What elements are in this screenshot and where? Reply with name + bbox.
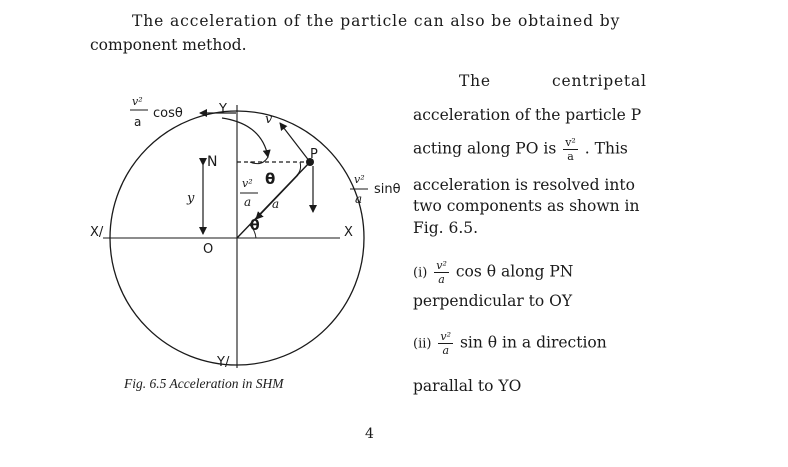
label-y: Y	[219, 102, 227, 117]
figure-caption: Fig. 6.5 Acceleration in SHM	[124, 376, 284, 391]
velocity-arrow	[280, 123, 310, 162]
right-line-3-den: a	[567, 150, 574, 163]
label-n: N	[207, 154, 218, 170]
label-y-prime: Y/	[217, 355, 230, 370]
label-o: O	[203, 242, 214, 257]
right-line-2: acceleration of the particle P	[413, 106, 642, 124]
item-1-prefix: (i)	[413, 265, 428, 281]
item-2	[413, 331, 607, 356]
cos-theta-label: cosθ	[153, 106, 183, 121]
right-line-3b: . This	[584, 139, 628, 158]
right-line-6: Fig. 6.5.	[413, 219, 479, 237]
theta-low-label: θ	[250, 218, 260, 234]
item-1-fraction	[434, 260, 449, 285]
item-2-num: v²	[440, 330, 452, 343]
sin-fraction-numerator: v²	[354, 173, 365, 186]
item-1-num: v²	[436, 259, 447, 272]
item-2-text: sin θ in a direction	[459, 333, 607, 352]
label-y-displacement: y	[187, 191, 195, 206]
right-line-1b: centripetal	[552, 72, 647, 90]
page-number: 4	[365, 426, 374, 442]
item-1-text: cos θ along PN	[455, 262, 574, 281]
item-1-continuation: perpendicular to OY	[413, 292, 573, 310]
label-v: v	[265, 112, 273, 127]
label-p: P	[310, 147, 318, 162]
item-2-prefix: (ii)	[413, 336, 432, 352]
arc-to-n	[250, 157, 268, 164]
sin-fraction-denominator: a	[355, 192, 363, 206]
right-line-1a: The	[459, 72, 491, 90]
item-1	[413, 260, 573, 285]
item-2-den: a	[442, 344, 449, 357]
label-x: X	[344, 225, 353, 240]
right-line-3a: acting along PO is	[413, 139, 557, 158]
sin-theta-label: sinθ	[374, 182, 401, 197]
right-line-3	[413, 137, 628, 162]
rotation-arc	[222, 118, 268, 157]
mid-fraction-numerator: v²	[242, 177, 253, 190]
cos-fraction-numerator: v²	[132, 95, 143, 108]
label-x-prime: X/	[90, 225, 104, 240]
cos-fraction-denominator: a	[134, 115, 142, 129]
item-1-den: a	[438, 273, 445, 286]
right-line-4: acceleration is resolved into	[413, 176, 635, 194]
intro-line-1: The acceleration of the particle can also be obtained by	[132, 12, 621, 30]
theta-top-label: θ	[265, 170, 276, 188]
right-line-3-fraction	[563, 137, 578, 162]
item-2-continuation: parallal to YO	[413, 377, 522, 395]
item-2-fraction	[438, 331, 453, 356]
mid-fraction-denominator: a	[244, 195, 252, 209]
intro-line-2: component method.	[90, 36, 247, 54]
label-a: a	[272, 197, 280, 211]
right-line-5: two components as shown in	[413, 197, 640, 215]
right-line-3-num: v²	[565, 136, 576, 149]
